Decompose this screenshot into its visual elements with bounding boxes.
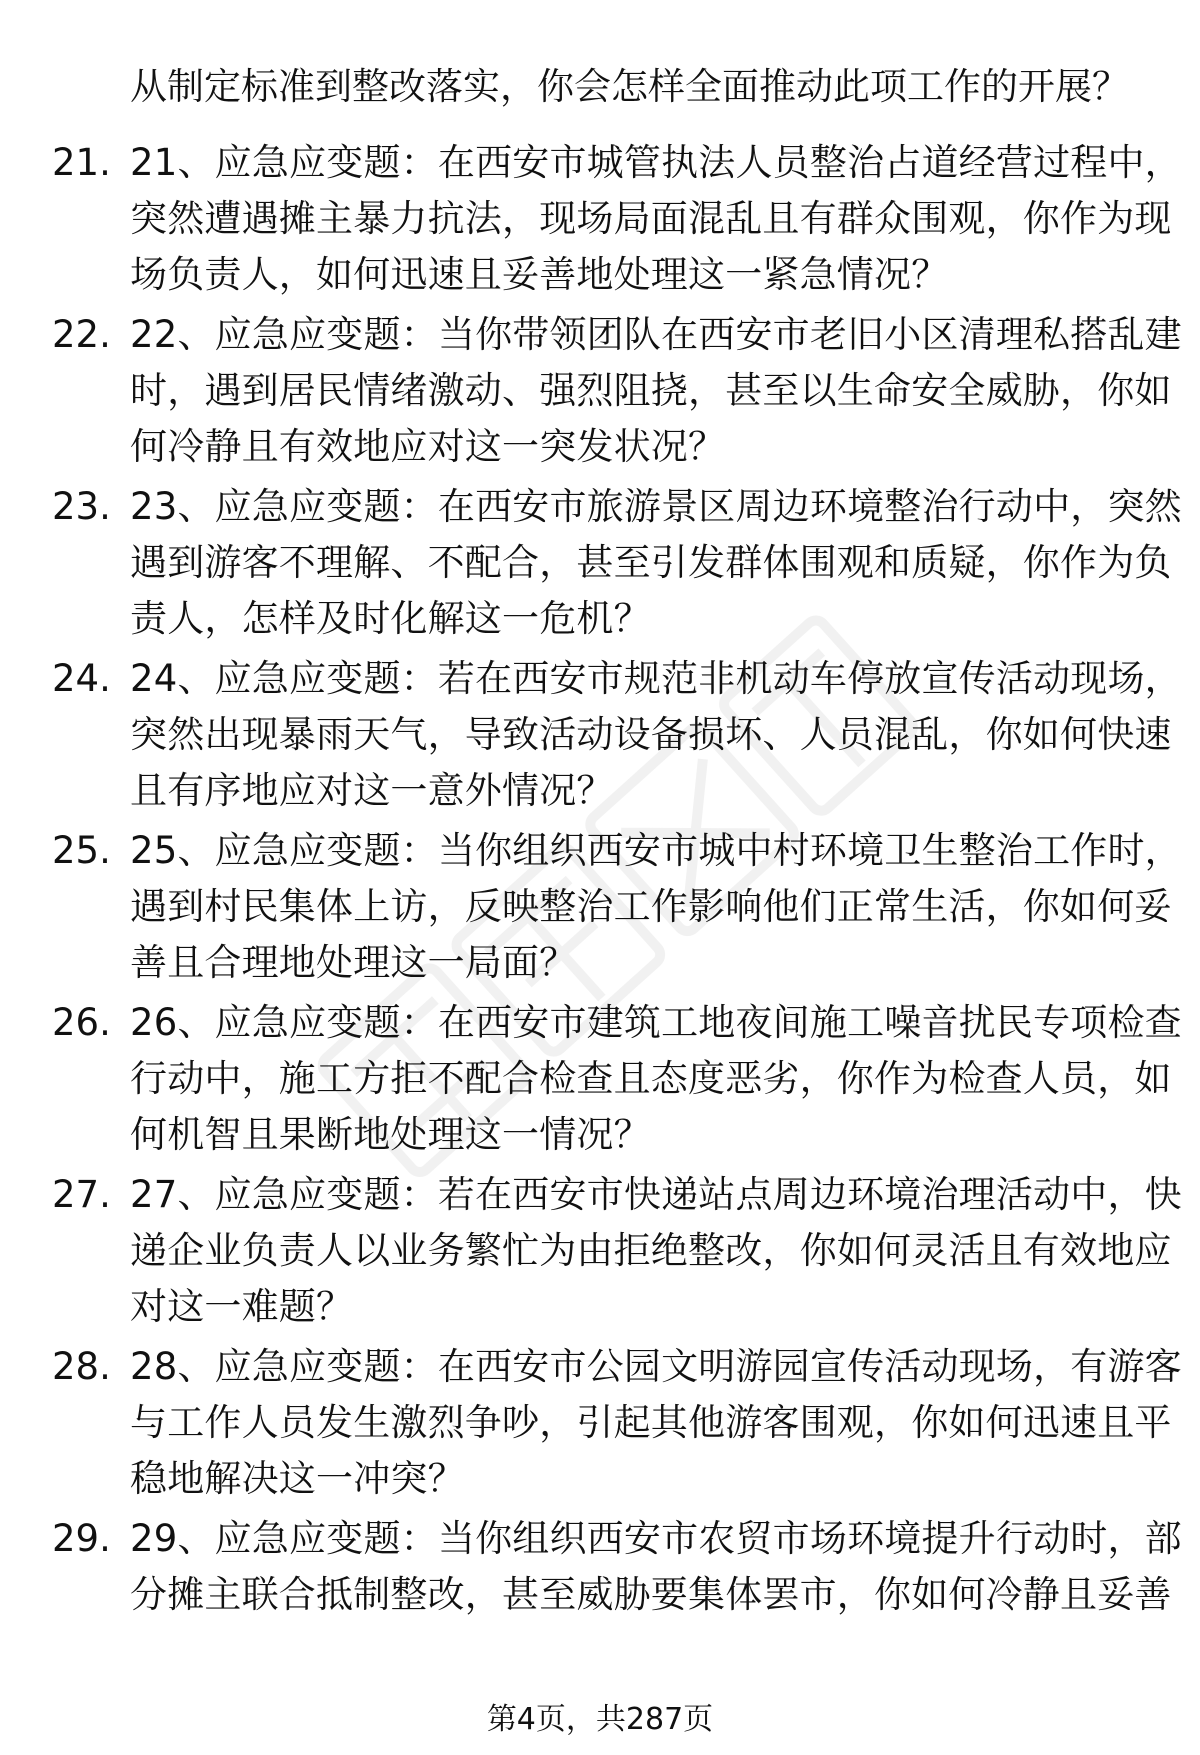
list-item-number: 22.	[52, 313, 111, 356]
list-item	[0, 135, 1200, 307]
list-item-number: 24.	[52, 657, 111, 700]
list-item-line: 稳地解决这一冲突？	[130, 1457, 465, 1500]
list-item	[0, 823, 1200, 995]
list-item-text	[130, 1339, 1182, 1507]
list-item-number: 25.	[52, 829, 111, 872]
list-item-number: 21.	[52, 141, 111, 184]
list-item-text	[130, 1167, 1182, 1335]
list-item-line: 善且合理地处理这一局面？	[130, 941, 577, 984]
list-item-line: 且有序地应对这一意外情况？	[130, 769, 614, 812]
list-item-line: 分摊主联合抵制整改，甚至威胁要集体罢市，你如何冷静且妥善	[130, 1573, 1172, 1616]
list-item-number: 23.	[52, 485, 111, 528]
list-item-text	[130, 651, 1182, 819]
list-item-line: 何机智且果断地处理这一情况？	[130, 1113, 651, 1156]
list-item-text	[130, 995, 1182, 1163]
list-item-line: 26、应急应变题：在西安市建筑工地夜间施工噪音扰民专项检查	[130, 1001, 1182, 1044]
list-item	[0, 1167, 1200, 1339]
list-item-number: 29.	[52, 1517, 111, 1560]
list-item-line: 责人，怎样及时化解这一危机？	[130, 597, 651, 640]
list-item-line: 遇到游客不理解、不配合，甚至引发群体围观和质疑，你作为负	[130, 541, 1172, 584]
list-item-line: 22、应急应变题：当你带领团队在西安市老旧小区清理私搭乱建	[130, 313, 1182, 356]
list-item-line: 行动中，施工方拒不配合检查且态度恶劣，你作为检查人员，如	[130, 1057, 1172, 1100]
list-item-line: 24、应急应变题：若在西安市规范非机动车停放宣传活动现场，	[130, 657, 1182, 700]
list-item	[0, 479, 1200, 651]
list-item-line: 突然遭遇摊主暴力抗法，现场局面混乱且有群众围观，你作为现	[130, 197, 1172, 240]
list-item-line: 场负责人，如何迅速且妥善地处理这一紧急情况？	[130, 253, 949, 296]
question-list	[0, 135, 1200, 1683]
list-item-line: 遇到村民集体上访，反映整治工作影响他们正常生活，你如何妥	[130, 885, 1172, 928]
list-item-number: 28.	[52, 1345, 111, 1388]
page-footer: 第4页，共287页	[486, 1702, 714, 1737]
list-item	[0, 307, 1200, 479]
list-item	[0, 651, 1200, 823]
list-item-number: 27.	[52, 1173, 111, 1216]
list-item-line: 23、应急应变题：在西安市旅游景区周边环境整治行动中，突然	[130, 485, 1182, 528]
list-item-line: 21、应急应变题：在西安市城管执法人员整治占道经营过程中，	[130, 141, 1182, 184]
list-item-text	[130, 823, 1182, 991]
list-item-text	[130, 1511, 1182, 1623]
list-item-line: 25、应急应变题：当你组织西安市城中村环境卫生整治工作时，	[130, 829, 1182, 872]
list-item-line: 28、应急应变题：在西安市公园文明游园宣传活动现场，有游客	[130, 1345, 1182, 1388]
list-item-line: 何冷静且有效地应对这一突发状况？	[130, 425, 726, 468]
list-item-line: 对这一难题？	[130, 1285, 354, 1328]
list-item-line: 与工作人员发生激烈争吵，引起其他游客围观，你如何迅速且平	[130, 1401, 1172, 1444]
continuation-line: 从制定标准到整改落实，你会怎样全面推动此项工作的开展？	[130, 65, 1129, 108]
list-item-line: 递企业负责人以业务繁忙为由拒绝整改，你如何灵活且有效地应	[130, 1229, 1172, 1272]
list-item-text	[130, 307, 1182, 475]
list-item	[0, 1339, 1200, 1511]
list-item-text	[130, 479, 1182, 647]
list-item	[0, 995, 1200, 1167]
list-item-line: 突然出现暴雨天气，导致活动设备损坏、人员混乱，你如何快速	[130, 713, 1172, 756]
list-item-number: 26.	[52, 1001, 111, 1044]
list-item-text	[130, 135, 1182, 303]
list-item-line: 时，遇到居民情绪激动、强烈阻挠，甚至以生命安全威胁，你如	[130, 369, 1172, 412]
list-item-line: 29、应急应变题：当你组织西安市农贸市场环境提升行动时，部	[130, 1517, 1182, 1560]
list-item	[0, 1511, 1200, 1683]
list-item-line: 27、应急应变题：若在西安市快递站点周边环境治理活动中，快	[130, 1173, 1182, 1216]
